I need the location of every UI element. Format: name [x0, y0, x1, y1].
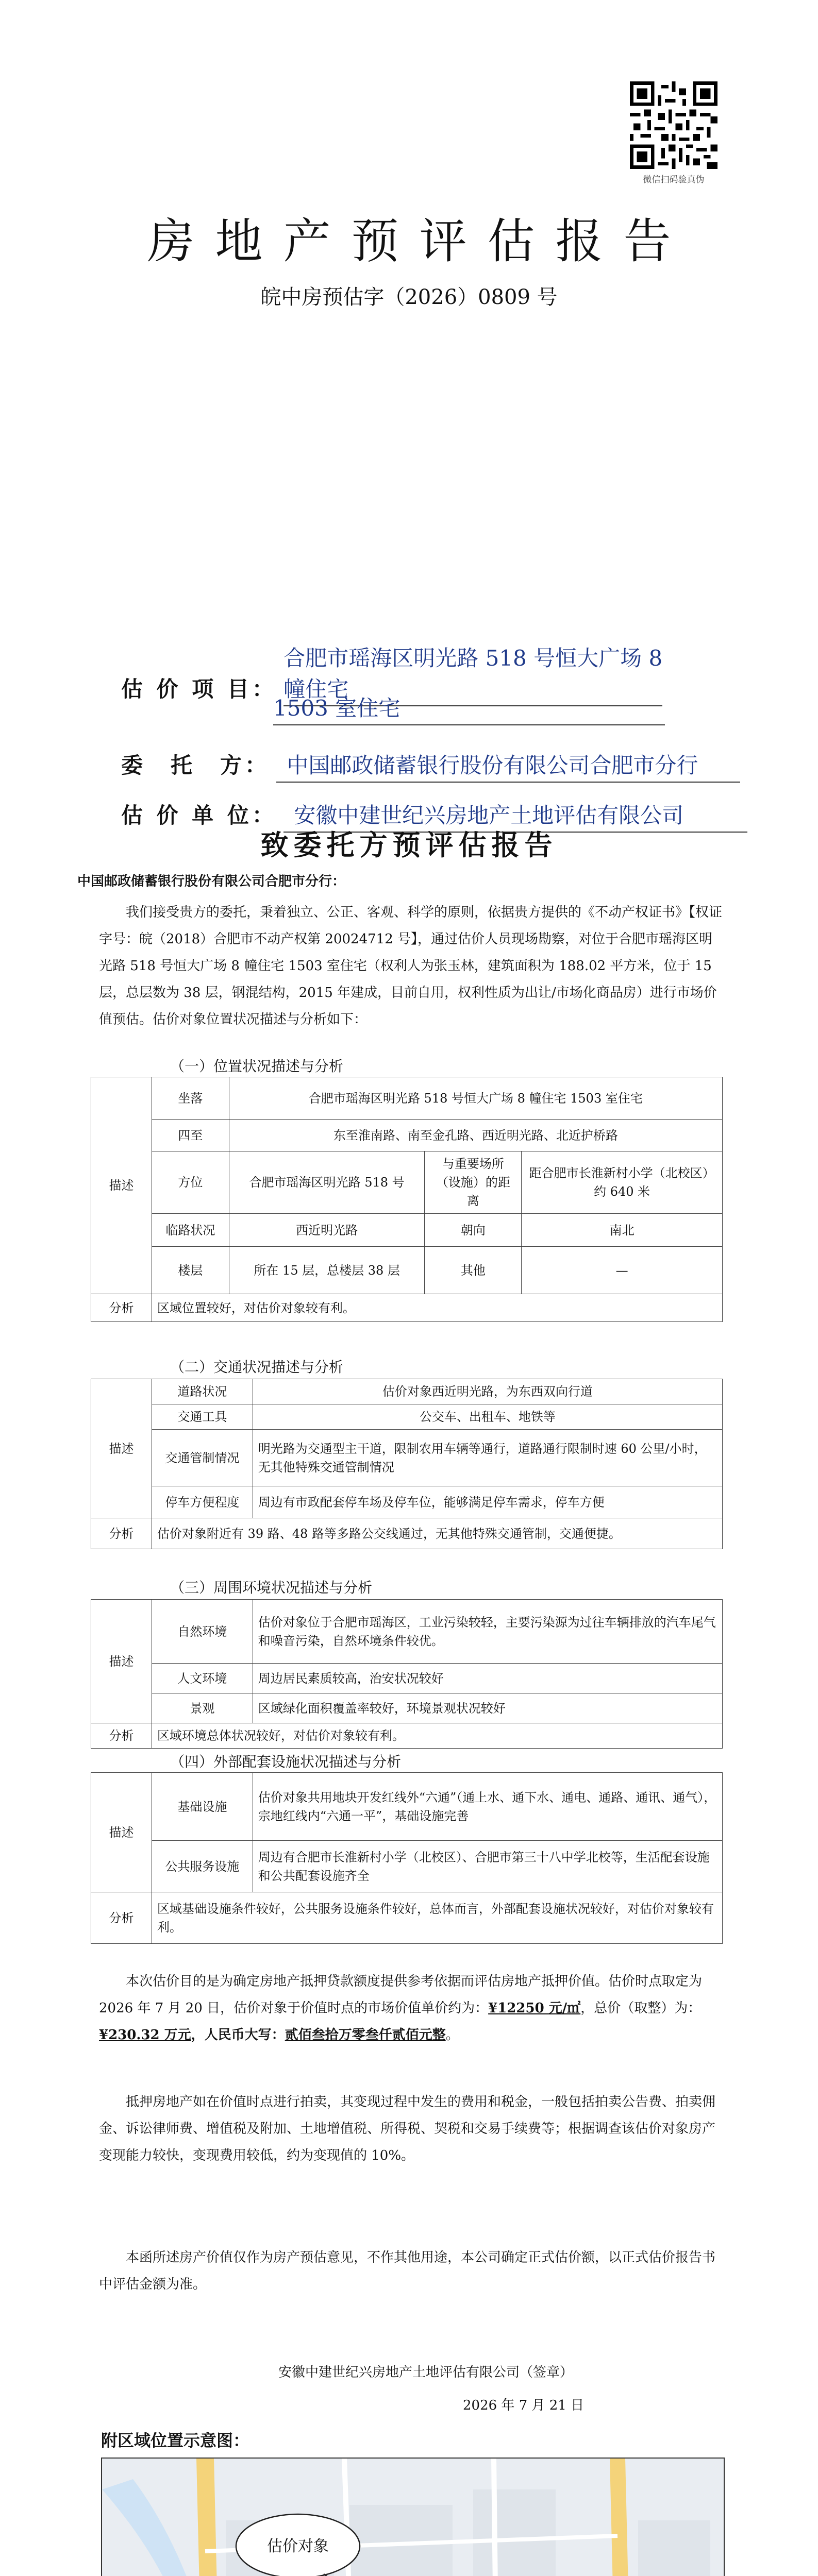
table-cell: 估价对象附近有 39 路、48 路等多路公交线通过，无其他特殊交通管制，交通便捷。: [152, 1518, 722, 1549]
table-cell: 合肥市瑶海区明光路 518 号恒大广场 8 幢住宅 1503 室住宅: [229, 1077, 722, 1120]
map-callout: 估价对象: [267, 2537, 329, 2555]
map-title: 附区域位置示意图：: [101, 2431, 250, 2450]
table-label: 分析: [91, 1518, 152, 1549]
valuation-paragraph: [99, 1968, 723, 2048]
table-label: 描述: [91, 1600, 152, 1723]
table-cell: 估价对象共用地块开发红线外“六通”（通上水、通下水、通电、通路、通讯、通气），宗地红线内“六通一平”，基础设施完善: [253, 1773, 722, 1841]
qr-caption: 微信扫码验真伪: [643, 175, 705, 185]
table-label: 方位: [152, 1151, 229, 1214]
table-cell: 公交车、出租车、地铁等: [253, 1404, 722, 1430]
client-label: 委 托 方：: [121, 753, 270, 778]
project-label: 估 价 项 目：: [121, 676, 277, 702]
table-cell: 区域绿化面积覆盖率较好，环境景观状况较好: [253, 1693, 722, 1723]
valuation-text-b: ，总价（取整）为：: [580, 2001, 702, 2016]
table-label: 分析: [91, 1294, 152, 1322]
client-row: [121, 749, 740, 783]
table-label: 描述: [91, 1077, 152, 1294]
table-cell: 估价对象位于合肥市瑶海区，工业污染较轻，主要污染源为过往车辆排放的汽车尾气和噪音污染，自然环境条件较优。: [253, 1600, 722, 1664]
table-cell: 估价对象西近明光路，为东西双向行道: [253, 1379, 722, 1404]
document-number: 皖中房预估字（2026）0809 号: [260, 285, 558, 309]
unit-price: ¥12250 元/㎡: [488, 2001, 581, 2016]
table-label: 分析: [91, 1723, 152, 1749]
table-label: 四至: [152, 1120, 229, 1151]
table-cell: 周边有市政配套停车场及停车位，能够满足停车需求，停车方便: [253, 1486, 722, 1518]
section-2-title: （二）交通状况描述与分析: [170, 1359, 344, 1376]
table-label: 楼层: [152, 1247, 229, 1294]
total-price: ¥230.32 万元: [99, 2027, 191, 2043]
valuation-text-a: 本次估价目的是为确定房地产抵押贷款额度提供参考依据而评估房地产抵押价值。估价时点取定为 2026 年 7 月 20 日，估价对象于价值时点的市场价值单价约为：: [99, 1974, 703, 2016]
table-cell: 周边居民素质较高，治安状况较好: [253, 1664, 722, 1693]
table-label: 人文环境: [152, 1664, 253, 1693]
table-cell: 所在 15 层，总楼层 38 层: [229, 1247, 425, 1294]
table-cell: 区域位置较好，对估价对象较有利。: [152, 1294, 722, 1322]
facilities-table: [91, 1772, 723, 1944]
table-cell: 西近明光路: [229, 1214, 425, 1247]
table-cell: 合肥市瑶海区明光路 518 号: [229, 1151, 425, 1214]
signature-date: 2026 年 7 月 21 日: [463, 2398, 585, 2413]
disclaimer-paragraph: 本函所述房产价值仅作为房产预估意见，不作其他用途，本公司确定正式估价额，以正式估价报告书中评估金额为准。: [99, 2250, 716, 2292]
salutation: 中国邮政储蓄银行股份有限公司合肥市分行：: [77, 874, 346, 889]
table-label: 基础设施: [152, 1773, 253, 1841]
table-cell: —: [522, 1247, 723, 1294]
table-label: 其他: [425, 1247, 522, 1294]
traffic-table: [91, 1379, 723, 1549]
table-cell: 南北: [522, 1214, 723, 1247]
table-cell: 区域环境总体状况较好，对估价对象较有利。: [152, 1723, 722, 1749]
appraiser-label: 估 价 单 位：: [121, 803, 277, 828]
report-title: 房地产预评估报告: [147, 214, 692, 269]
table-label: 交通工具: [152, 1404, 253, 1430]
intro-paragraph: 我们接受贵方的委托，秉着独立、公正、客观、科学的原则，依据贵方提供的《不动产权证书》【权证字号：皖（2018）合肥市不动产权第 20024712 号】，通过估价人员现场勘察，对位于合肥市瑶海区明光路 518 号恒大广场 8 幢住宅 1503 室住宅（权利人为张玉林，建筑面积为 188.02 平方米，位于 15 层，总层数为 38 层，钢混结构，2015 年建成，目前自用，权利性质为出让/市场化商品房）进行市场价值预估。估价对象位置状况描述与分析如下：: [99, 905, 723, 1027]
project-value-line1: 合肥市瑶海区明光路 518 号恒大广场 8 幢住宅: [283, 641, 662, 706]
letter-title: 致委托方预评估报告: [260, 828, 558, 861]
table-label: 交通管制情况: [152, 1430, 253, 1486]
table-label: 朝向: [425, 1214, 522, 1247]
map-graphic: [102, 2459, 724, 2576]
table-label: 道路状况: [152, 1379, 253, 1404]
table-label: 停车方便程度: [152, 1486, 253, 1518]
environment-table: [91, 1599, 723, 1749]
table-label: 坐落: [152, 1077, 229, 1120]
section-3-title: （三）周围环境状况描述与分析: [170, 1579, 373, 1596]
valuation-text-c: ，人民币大写：: [191, 2027, 285, 2043]
location-map: [101, 2458, 725, 2576]
table-cell: 周边有合肥市长淮新村小学（北校区）、合肥市第三十八中学北校等，生活配套设施和公共配套设施齐全: [253, 1841, 722, 1892]
project-row-2: [273, 691, 665, 725]
table-cell: 东至淮南路、南至金孔路、西近明光路、北近护桥路: [229, 1120, 722, 1151]
section-1-title: （一）位置状况描述与分析: [170, 1058, 344, 1075]
valuation-text-d: 。: [445, 2027, 459, 2043]
table-label: 自然环境: [152, 1600, 253, 1664]
table-label: 景观: [152, 1693, 253, 1723]
table-label: 与重要场所（设施）的距离: [425, 1151, 522, 1214]
section-4-title: （四）外部配套设施状况描述与分析: [170, 1753, 402, 1770]
liquidation-paragraph: 抵押房地产如在价值时点进行拍卖，其变现过程中发生的费用和税金，一般包括拍卖公告费、拍卖佣金、诉讼律师费、增值税及附加、土地增值税、所得税、契税和交易手续费等；根据调查该估价对象房产变现能力较快，变现费用较低，约为变现值的 10%。: [99, 2094, 716, 2163]
client-value: 中国邮政储蓄银行股份有限公司合肥市分行: [276, 749, 740, 783]
table-label: 分析: [91, 1892, 152, 1944]
table-label: 公共服务设施: [152, 1841, 253, 1892]
table-cell: 明光路为交通型主干道，限制农用车辆等通行，道路通行限制时速 60 公里/小时，无其他特殊交通管制情况: [253, 1430, 722, 1486]
qr-code-icon: [630, 81, 717, 169]
project-value-line2: 1503 室住宅: [273, 691, 665, 725]
table-label: 描述: [91, 1773, 152, 1892]
table-label: 描述: [91, 1379, 152, 1518]
total-price-words: 贰佰叁拾万零叁仟贰佰元整: [285, 2027, 446, 2043]
table-cell: 距合肥市长淮新村小学（北校区）约 640 米: [522, 1151, 723, 1214]
company-signature: 安徽中建世纪兴房地产土地评估有限公司（签章）: [278, 2365, 574, 2380]
table-cell: 区域基础设施条件较好，公共服务设施条件较好，总体而言，外部配套设施状况较好，对估价对象较有利。: [152, 1892, 722, 1944]
table-label: 临路状况: [152, 1214, 229, 1247]
appraiser-value: 安徽中建世纪兴房地产土地评估有限公司: [283, 799, 747, 833]
location-table: [91, 1077, 723, 1322]
